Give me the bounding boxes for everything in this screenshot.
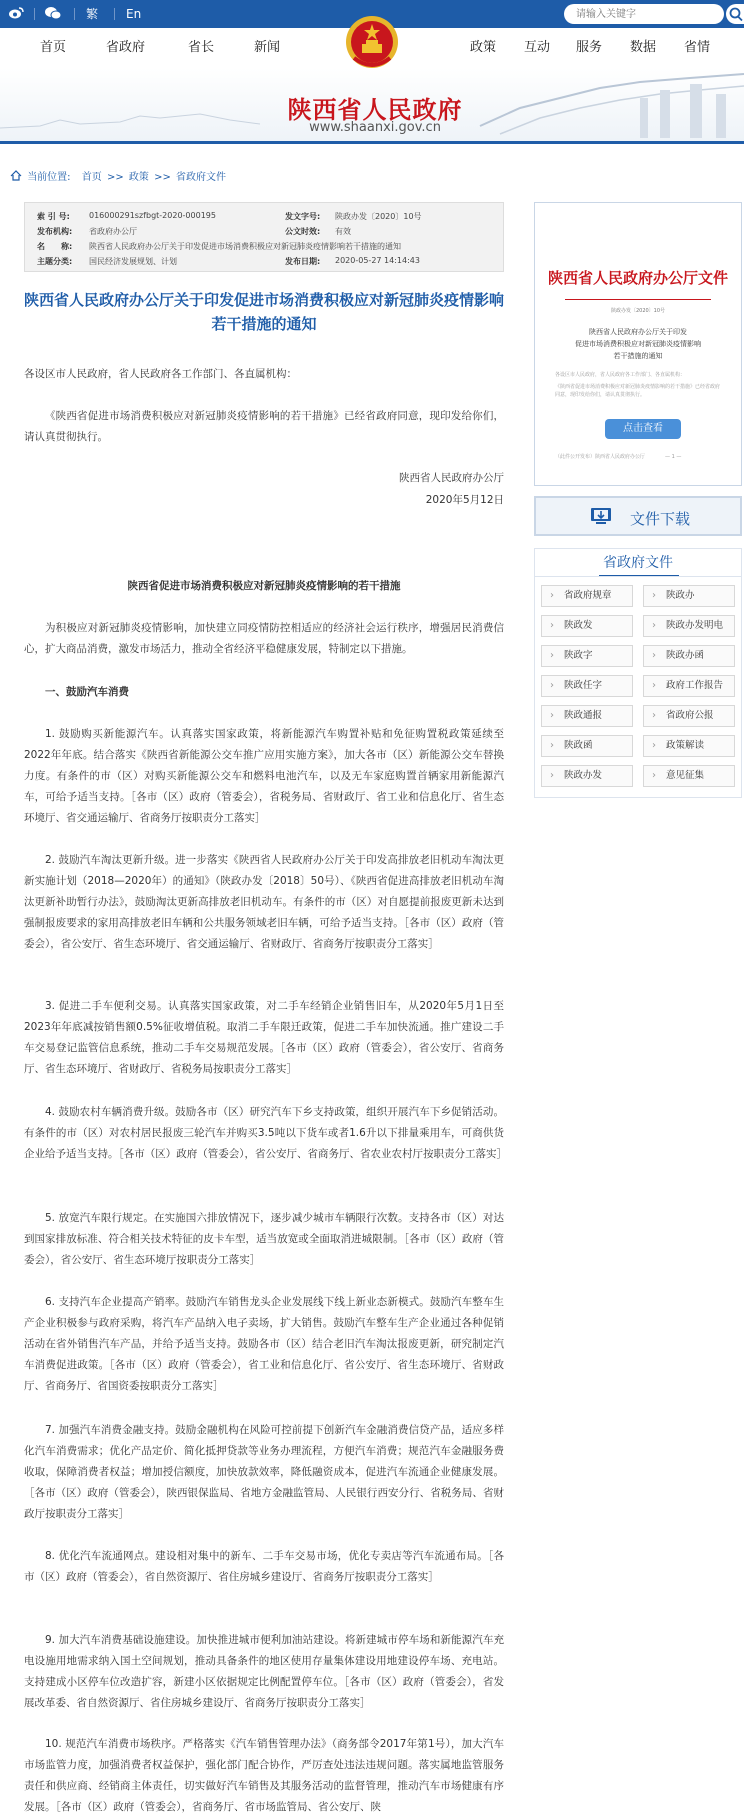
chevron-right-icon: ›: [550, 590, 554, 601]
document-meta-box: [24, 202, 504, 272]
nav-item-news[interactable]: 新闻: [254, 40, 281, 55]
chevron-right-icon: ›: [550, 770, 554, 781]
home-icon: [10, 172, 25, 183]
measure-item-2: 2. 鼓励汽车淘汰更新升级。进一步落实《陕西省人民政府办公厅关于印发高排放老旧机动车淘汰更新实施计划（2018—2020年）的通知》（陕政办发〔2018〕50号）、《陕西省促进高排放老旧机动车淘汰更新补助暂行办法》，鼓励淘汰更新高排放老旧机动车。有条件的市（区）对自愿提前报废更新未达到强制报废要求的家用高排放老旧车辆和公共服务领域老旧车辆，可给予适当支持。［各市（区）政府（管委会），省公安厅、省生态环境厅、省交通运输厅、省财政厅、省商务厅按职责分工落实］: [24, 854, 504, 950]
divider: [114, 8, 115, 20]
english-link[interactable]: En: [126, 7, 142, 21]
category-item[interactable]: › 陕政函: [541, 735, 633, 757]
breadcrumb-home[interactable]: 首页: [81, 172, 102, 183]
breadcrumb-gov-docs[interactable]: 省政府文件: [176, 172, 227, 183]
signer: 陕西省人民政府办公厅: [399, 472, 504, 484]
category-item[interactable]: › 陕政办函: [643, 645, 735, 667]
measure-item-5: 5. 放宽汽车限行规定。在实施国六排放情况下，逐步减少城市车辆限行次数。支持各市（区）对达到国家排放标准、符合相关技术特征的皮卡车型，适当放宽或全面取消进城限制。［各市（区）政府（管委会），省公安厅、省生态环境厅按职责分工落实］: [24, 1212, 504, 1266]
category-item[interactable]: › 陕政发: [541, 615, 633, 637]
category-item[interactable]: › 陕政办: [643, 585, 735, 607]
meta-issuer-label: 发布机构:: [37, 227, 73, 236]
chevron-right-icon: ›: [652, 770, 656, 781]
chevron-right-icon: ›: [652, 620, 656, 631]
preface-paragraph: 为积极应对新冠肺炎疫情影响，加快建立同疫情防控相适应的经济社会运行秩序，增强居民消费信心，扩大商品消费，激发市场活力，推动全省经济平稳健康发展，特制定以下措施。: [24, 622, 504, 655]
nav-item-province[interactable]: 省情: [684, 40, 711, 55]
nav-item-government[interactable]: 省政府: [106, 40, 146, 55]
meta-issuer-value: 省政府办公厅: [89, 227, 137, 236]
file-download-button[interactable]: [534, 496, 742, 536]
download-label: 文件下载: [630, 510, 691, 528]
category-item[interactable]: › 陕政任字: [541, 675, 633, 697]
site-url: www.shaanxi.gov.cn: [309, 120, 441, 135]
breadcrumb-separator: >>: [154, 172, 171, 183]
chevron-right-icon: ›: [550, 650, 554, 661]
meta-doc-no-label: 发文字号:: [285, 212, 321, 221]
category-item[interactable]: › 陕政通报: [541, 705, 633, 727]
document-title: 陕西省人民政府办公厅关于印发促进市场消费积极应对新冠肺炎疫情影响若干措施的通知: [24, 291, 505, 333]
measure-item-8: 8. 优化汽车流通网点。建设相对集中的新车、二手车交易市场，优化专卖店等汽车流通布局。［各市（区）政府（管委会），省自然资源厅、省住房城乡建设厅、省商务厅按职责分工落实］: [24, 1550, 504, 1583]
chevron-right-icon: ›: [652, 650, 656, 661]
measure-item-7: 7. 加强汽车消费金融支持。鼓励金融机构在风险可控前提下创新汽车金融消费信贷产品，适应多样化汽车消费需求；优化产品定价、简化抵押贷款等业务办理流程，方便汽车消费；规范汽车金融服务费收取，保障消费者权益；增加授信额度，加快放款效率，降低融资成本，促进汽车流通企业健康发展。［各市（区）政府（管委会），陕西银保监局、省地方金融监管局、人民银行西安分行、省税务局、省财政厅按职责分工落实］: [24, 1424, 504, 1520]
meta-validity-label: 公文时效:: [285, 227, 321, 236]
intro-paragraph: 《陕西省促进市场消费积极应对新冠肺炎疫情影响的若干措施》已经省政府同意，现印发给你们，请认真贯彻执行。: [24, 410, 504, 443]
search-box: [564, 4, 724, 24]
weibo-icon[interactable]: [8, 6, 24, 24]
measure-item-1: 1. 鼓励购买新能源汽车。认真落实国家政策，将新能源汽车购置补贴和免征购置税政策延续至2022年年底。结合落实《陕西省新能源公交车推广应用实施方案》，加大各市（区）新能源公交车替换力度。有条件的市（区）对购买新能源公交车和燃料电池汽车，以及无车家庭购置首辆家用新能源汽车，可给予适当支持。［各市（区）政府（管委会），省税务局、省财政厅、省工业和信息化厅、省生态环境厅、省交通运输厅、省商务厅按职责分工落实］: [24, 728, 504, 824]
measure-item-4: 4. 鼓励农村车辆消费升级。鼓励各市（区）研究汽车下乡支持政策，组织开展汽车下乡促销活动。有条件的市（区）对农村居民报废三轮汽车并购买3.5吨以下货车或者1.6升以下排量乘用车，可商供货企业给予适当支持。［各市（区）政府（管委会），省公安厅、省商务厅、省农业农村厅按职责分工落实］: [24, 1106, 507, 1160]
section-heading: 一、鼓励汽车消费: [45, 686, 129, 698]
chevron-right-icon: ›: [550, 620, 554, 631]
thumbnail-footer: （此件公开发布）陕西省人民政府办公厅 — 1 —: [555, 454, 682, 460]
breadcrumb-label: 当前位置:: [27, 172, 71, 183]
document-thumbnail[interactable]: [534, 202, 742, 486]
category-item[interactable]: › 陕政字: [541, 645, 633, 667]
category-item[interactable]: › 陕政办发: [541, 765, 633, 787]
meta-topic-value: 国民经济发展规划、计划: [89, 257, 177, 266]
meta-name-label: 名 称:: [37, 242, 73, 251]
gov-docs-category-panel: [534, 548, 742, 798]
meta-index-label: 索 引 号:: [37, 212, 70, 221]
chevron-right-icon: ›: [652, 740, 656, 751]
meta-topic-label: 主题分类:: [37, 257, 73, 266]
divider: [34, 8, 35, 20]
thumbnail-doc-number: 陕政办发〔2020〕10号: [610, 308, 666, 314]
nav-item-policy[interactable]: 政策: [470, 40, 497, 55]
sign-date: 2020年5月12日: [425, 494, 504, 506]
chevron-right-icon: ›: [652, 710, 656, 721]
view-document-button[interactable]: 点击查看: [605, 419, 681, 439]
chevron-right-icon: ›: [550, 740, 554, 751]
chevron-right-icon: ›: [652, 680, 656, 691]
divider: [74, 8, 75, 20]
thumbnail-subtitle-line: 促进市场消费积极应对新冠肺炎疫情影响: [575, 340, 701, 348]
measure-item-3: 3. 促进二手车便利交易。认真落实国家政策，对二手车经销企业销售旧车，从2020年5月1日至2023年年底减按销售额0.5%征收增值税。取消二手车限迁政策，促进二手车加快流通。推广建设二手车交易登记监管信息系统，推动二手车交易规范发展。［各市（区）政府（管委会），省公安厅、省商务厅、省生态环境厅、省财政厅、省税务局按职责分工落实］: [24, 1000, 504, 1075]
breadcrumb-policy[interactable]: 政策: [128, 172, 149, 183]
nav-item-home[interactable]: 首页: [40, 40, 67, 55]
category-title: 省政府文件: [603, 555, 673, 571]
meta-name-value: 陕西省人民政府办公厅关于印发促进市场消费积极应对新冠肺炎疫情影响若干措施的通知: [89, 242, 401, 251]
thumbnail-body: 《陕西省促进市场消费积极应对新冠肺炎疫情影响的若干措施》已经省政府同意，现印发给你们，请认真贯彻执行。: [555, 384, 721, 398]
measure-item-9: 9. 加大汽车消费基础设施建设。加快推进城市便利加油站建设。将新建城市停车场和新能源汽车充电设施用地需求纳入国土空间规划，推动具备条件的地区使用存量集体建设用地建设停车场、充电站。支持建成小区停车位改造扩容，新建小区依据规定比例配置停车位。［各市（区）政府（管委会），省发展改革委、省自然资源厅、省住房城乡建设厅、省商务厅按职责分工落实］: [24, 1634, 504, 1709]
nav-item-governor[interactable]: 省长: [188, 40, 215, 55]
site-banner: [0, 68, 744, 144]
download-icon: [590, 506, 612, 526]
thumbnail-subtitle-line: 若干措施的通知: [613, 352, 663, 360]
thumbnail-body: 各设区市人民政府，省人民政府各工作部门、各直属机构：: [555, 372, 686, 378]
search-icon[interactable]: [726, 4, 744, 24]
category-item[interactable]: › 意见征集: [643, 765, 735, 787]
thumbnail-title: 陕西省人民政府办公厅文件: [547, 269, 728, 287]
chevron-right-icon: ›: [652, 590, 656, 601]
addressee: 各设区市人民政府，省人民政府各工作部门、各直属机构：: [24, 368, 297, 380]
category-item[interactable]: › 省政府公报: [643, 705, 735, 727]
category-item[interactable]: › 省政府规章: [541, 585, 633, 607]
measures-title: 陕西省促进市场消费积极应对新冠肺炎疫情影响的若干措施: [127, 580, 401, 592]
measure-item-10: 10. 规范汽车消费市场秩序。严格落实《汽车销售管理办法》（商务部令2017年第1号），加大汽车市场监管力度，加强消费者权益保护，强化部门配合协作，严厉查处违法违规问题。落实属地监管服务责任和供应商、经销商主体责任，切实做好汽车销售及其服务活动的监督管理，推动汽车市场健康有序发展。［各市（区）政府（管委会），省商务厅、省市场监管局、省公安厅、陕: [24, 1738, 504, 1813]
national-emblem-icon[interactable]: [344, 12, 400, 74]
breadcrumb-separator: >>: [106, 172, 124, 183]
meta-validity-value: 有效: [335, 227, 351, 236]
meta-doc-no-value: 陕政办发〔2020〕10号: [335, 212, 422, 221]
thumbnail-red-rule: [565, 299, 711, 300]
meta-index-value: 016000291szfbgt-2020-000195: [89, 211, 216, 220]
meta-date-value: 2020-05-27 14:14:43: [335, 256, 420, 265]
chevron-right-icon: ›: [550, 710, 554, 721]
category-item[interactable]: › 政策解读: [643, 735, 735, 757]
category-item[interactable]: › 政府工作报告: [643, 675, 735, 697]
chevron-right-icon: ›: [550, 680, 554, 691]
measure-item-6: 6. 支持汽车企业提高产销率。鼓励汽车销售龙头企业发展线下线上新业态新模式。鼓励汽车整车生产企业积极参与政府采购，将汽车产品纳入电子卖场，扩大销售。鼓励汽车整车生产企业通过各种促销活动在省外销售汽车产品，并给予适当支持。鼓励各市（区）结合老旧汽车淘汰报废更新，研究制定汽车消费促进政策。［各市（区）政府（管委会），省工业和信息化厅、省公安厅、省生态环境厅、省财政厅、省商务厅、省国资委按职责分工落实］: [24, 1296, 504, 1392]
nav-item-data[interactable]: 数据: [630, 40, 657, 55]
breadcrumb: [10, 170, 228, 186]
site-title: 陕西省人民政府: [287, 95, 463, 124]
meta-date-label: 发布日期:: [285, 257, 321, 266]
nav-item-interaction[interactable]: 互动: [524, 40, 551, 55]
wechat-icon[interactable]: [44, 6, 62, 24]
category-item[interactable]: › 陕政办发明电: [643, 615, 735, 637]
nav-item-service[interactable]: 服务: [576, 40, 603, 55]
category-divider: [535, 576, 741, 577]
search-input[interactable]: [576, 6, 706, 22]
traditional-chinese-link[interactable]: 繁: [86, 7, 99, 21]
thumbnail-subtitle-line: 陕西省人民政府办公厅关于印发: [589, 328, 687, 336]
